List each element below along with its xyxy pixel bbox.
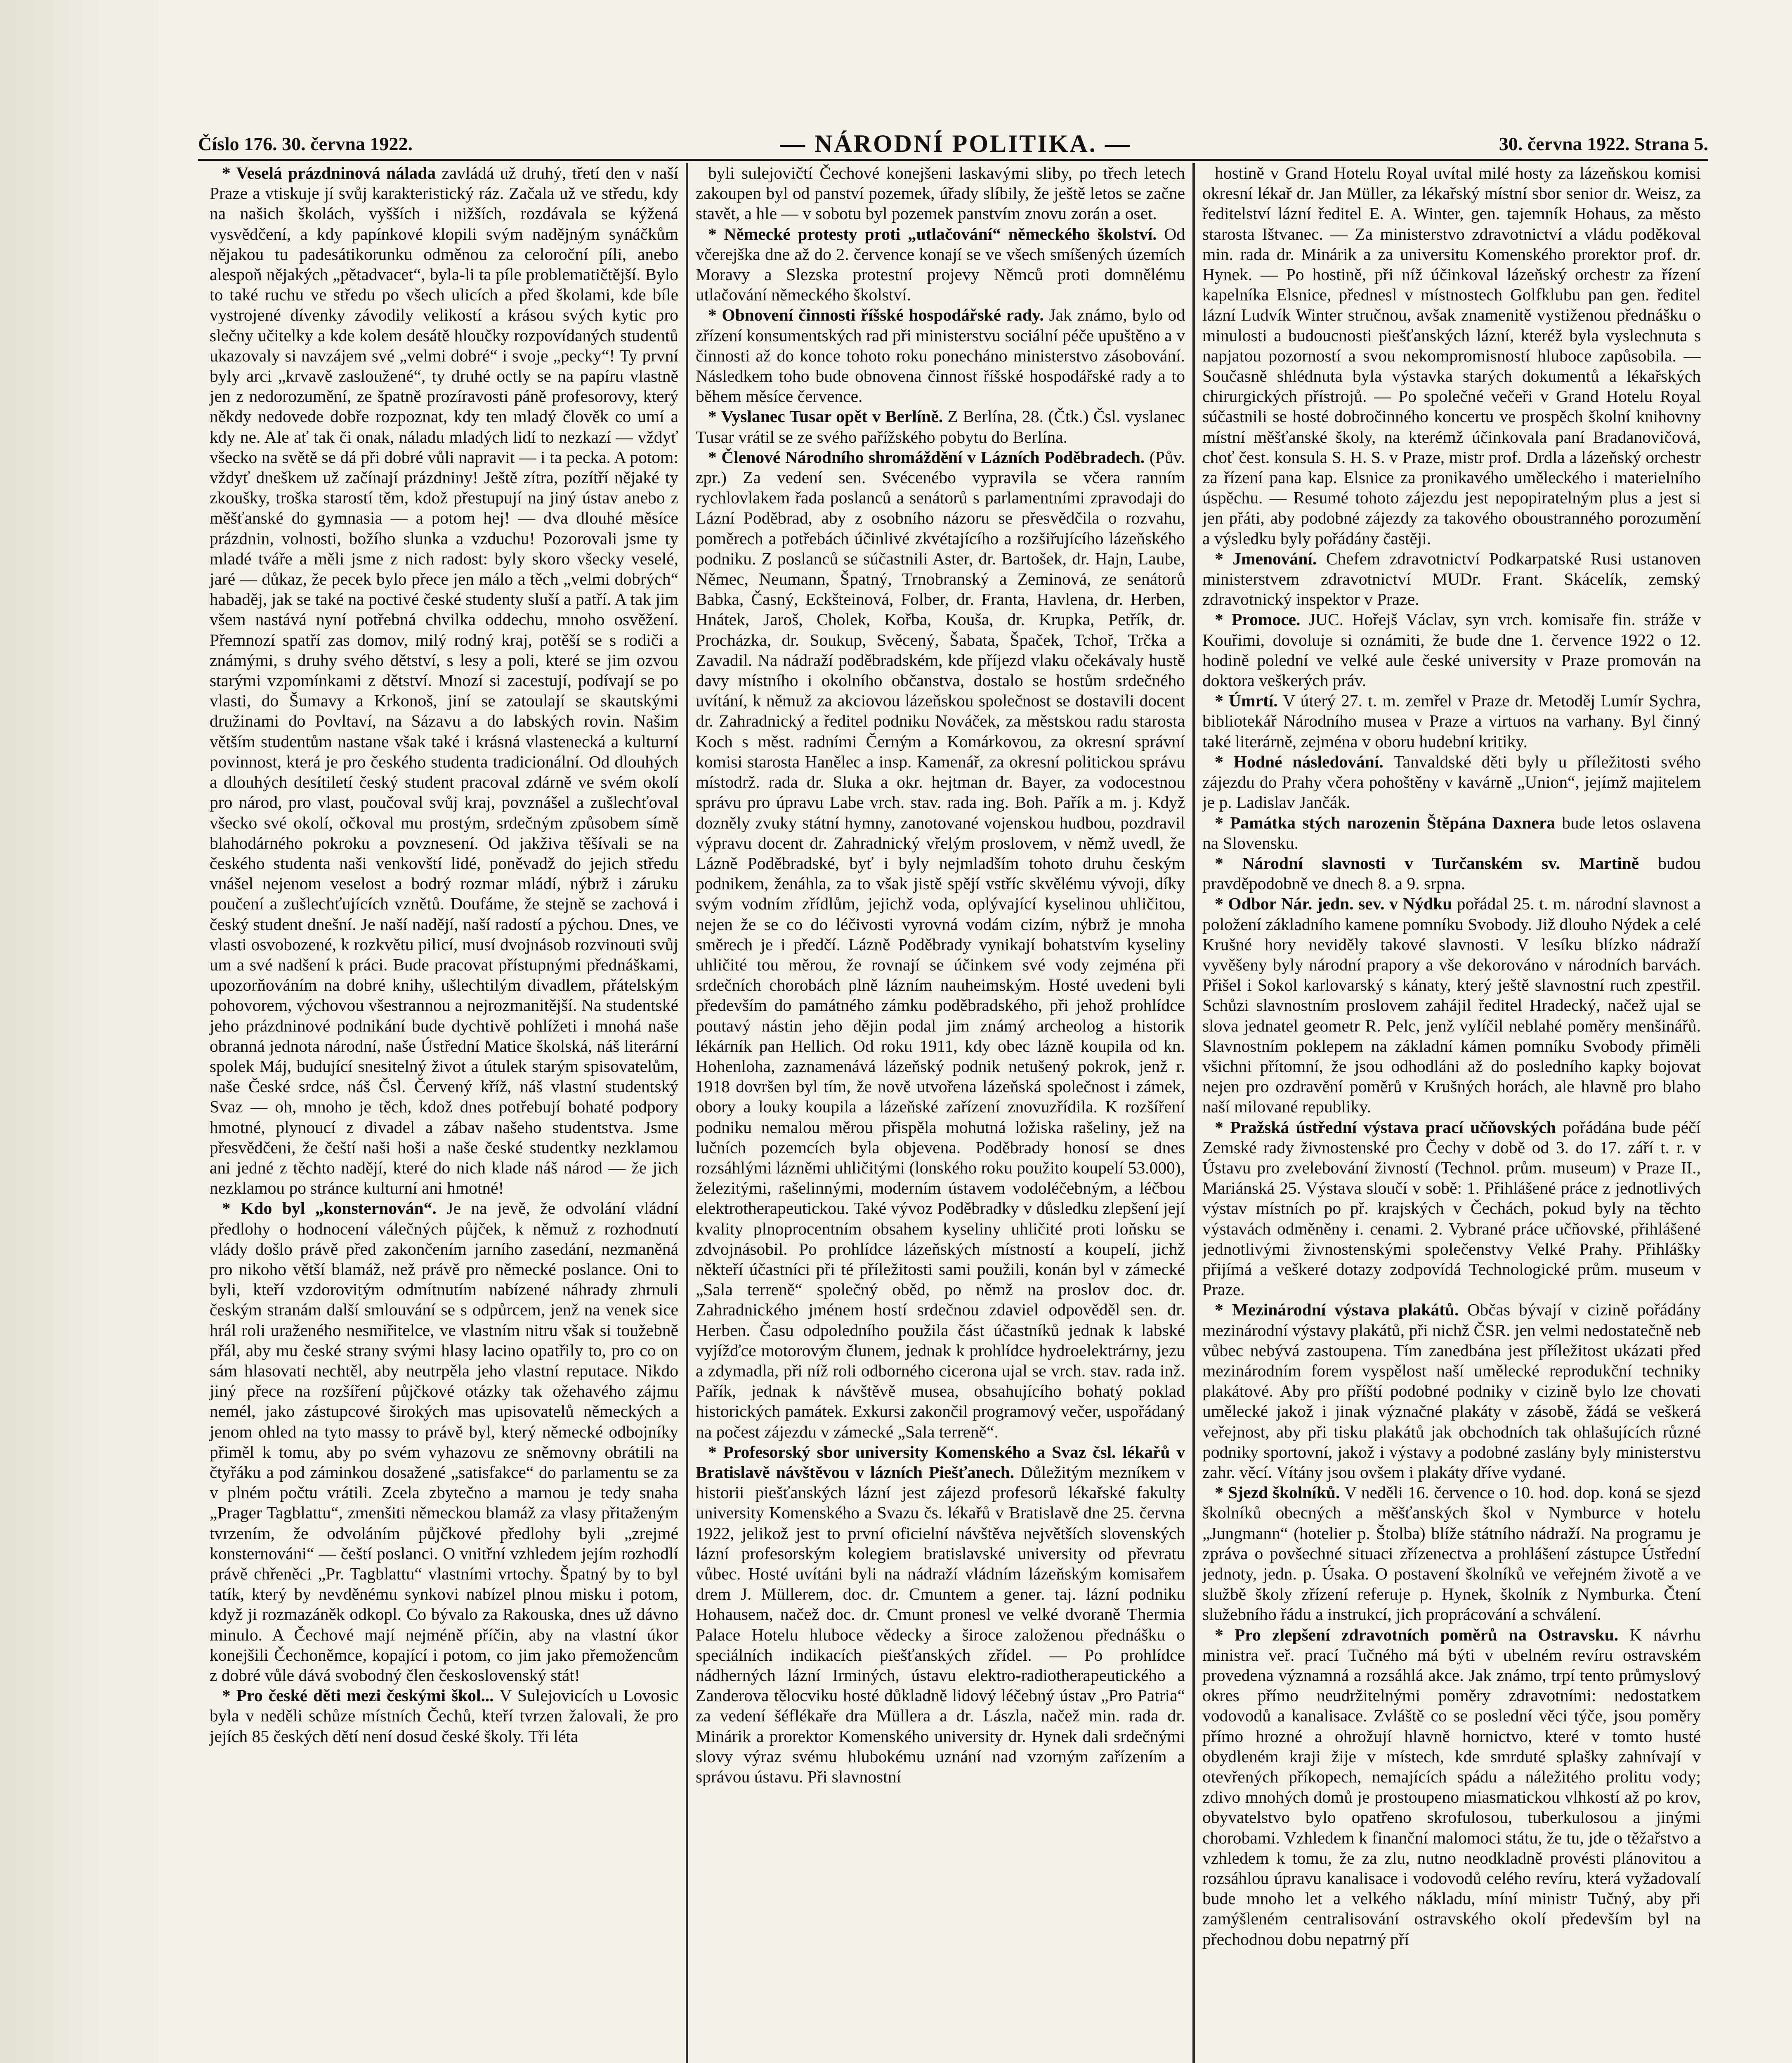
article-text: Tanvaldské děti byly u příležitosti svého zájezdu do Prahy včera pohoštěny v kavárně „Union“, jejímž majitelem je p. Ladislav Jančák. (1202, 752, 1701, 812)
article-heading: * Památka stých narozenin Štěpána Daxnera (1215, 813, 1556, 832)
article-text: V neděli 16. července o 10. hod. dop. koná se sjezd školníků obecných a měšťanských škol v Nymburce v hotelu „Jungmann“ (hotelier p. Štolba) blíže státního nádraží. Na programu je zpráva o povšechné situaci zřízenectva a prohlášení zástupce Ústřední jednoty, jedn. p. Úsaka. O postavení školníků ve veřejném životě a ve službě školy zřízení referuje p. Hynek, školník z Nymburka. Čtení služebního řádu a instrukcí, jich proprácování a schválení. (1202, 1483, 1701, 1624)
article-heading: * Obnovení činnosti říšské hospodářské rady. (708, 305, 1044, 325)
article-paragraph (1202, 691, 1701, 752)
article-text: byli sulejovičtí Čechové konejšeni laskavými sliby, po třech letech zakoupen byl od panství pozemek, úřady slíbily, že ještě letos se začne stavět, a hle — v sobotu byl pozemek panstvím znovu zorán a oset. (696, 163, 1185, 223)
article-text: bude letos oslavena na Slovensku. (1202, 813, 1701, 852)
article-text: pořádal 25. t. m. národní slavnost a položení základního kamene pomníku Svobody. Již dlouho Nýdek a celé Krušné hory neviděly takové slavnosti. V lesíku blízko nádraží vyvěšeny byly národní prapory a vše dekorováno v národních barvách. Přišel i Sokol karlovarský s kánaty, který ještě slavnostní ruch zpestřil. Schůzi slavnostním proslovem zahájil ředitel Hradecký, načež ujal se slova jednatel geometr R. Pelc, jenž vylíčil neblahé poměry menšinářů. Slavnostním poklepem na základní kámen pomníku Svobody přiměli všichni přítomní, že jsou odhodláni až do posledního kapky bojovat nejen pro ozdravění poměrů v Krušných horách, ale hlavně pro blaho naší milované republiky. (1202, 894, 1701, 1116)
article-text: Je na jevě, že odvolání vládní předlohy o hodnocení válečných půjček, k němuž z rozhodnutí vlády došlo právě před zakončením jarního zasedání, nezmaněná pro nikoho větší blamáž, než právě pro německé poslance. Oni to byli, kteří vzdorovitým odmítnutím nabízené náhrady zhrnuli českým stranám další smlouvání se s odpůrcem, jenž na venek sice hrál roli uraženého nesmiřitelce, ve vlastním nitru však si toužebně přál, aby mu české strany svými hlasy lacino opatřily to, pro co on sám hlasovati nechtěl, aby neutrpěla jeho vlastní reputace. Nikdo jiný přece na rozšíření půjčkové otázky tak ožehavého zájmu nemél, jako zástupcové širokých mas upisovatelů německých a jenom ohled na tyto massy to právě byl, který německé odbojníky přiměl k tomu, aby po svém vyhazovu ze sněmovny obrátili na čtyřáku a pod záminkou dosažené „satisfakce“ do parlamentu se za v plném počtu vrátili. Zcela zbytečno a marnou je tedy snaha „Prager Tagblattu“, zmenšiti německou blamáž za vlasy přitaženým tvrzením, že odvoláním půjčkové předlohy byli „zrejmé konsternováni“ — čeští poslanci. O vnitřní vzhledem jejím rozhodlí právě chřeněci „Pr. Tagblattu“ vlastními vrtochy. Špatný by to byl tatík, který by nevděnému synkovi nabízel plnou misku i potom, když ji rozmazáněk odkopl. Co bývalo za Rakouska, dnes už dávno minulo. A Čechové mají nejméně příčin, aby na vlastní úkor konejšili Čechoněmce, kopající i potom, co jim jako přemožencům z dobré vůle dává svobodný člen československý stát! (210, 1199, 678, 1685)
article-text: Chefem zdravotnictví Podkarpatské Rusi ustanoven ministerstvem zdravotnictví MUDr. Frant. Skácelík, zemský zdravotnický inspektor v Praze. (1202, 549, 1701, 609)
article-heading: * Mezinárodní výstava plakátů. (1215, 1300, 1459, 1319)
article-text: budou pravděpodobně ve dnech 8. a 9. srpna. (1202, 853, 1701, 893)
article-text: Jak známo, bylo od zřízení konsumentských rad při ministerstvu sociální péče upuštěno a v činnosti až do konce tohoto roku ponecháno ministerstvo zásobování. Následkem toho bude obnovena činnost říšské hospodářské rady a to během měsíce července. (696, 305, 1185, 406)
article-text: zavládá už druhý, třetí den v naší Praze a vtiskuje jí svůj karakteristický ráz. Začala už ve středu, kdy na našich školách, vyšších i nižších, rozdávala se kýžená vysvědčení, a kdy papínkové klopili svým nadějným synáčkům nějakou tu padesátikorunku odměnou za celoroční píli, anebo alespoň nějakých „pětadvacet“, byla-li ta píle problematičtější. Bylo to také ruchu ve středu po všech ulicích a před školami, kde bíle vystrojené dívenky závodily velikostí a krásou svých kytic pro slečny učitelky a kde kolem desátě hloučky rozpovídaných studentů ukazovaly si navzájem své „velmi dobré“ i svoje „pecky“! Ty první byly arci „krvavě zasloužené“, ty druhé octly se na papíru vlastně jen z nedorozumění, ze špatně prozíravosti páně profesorovy, který někdy nedovede dobře rozpoznat, kdy ten mladý člověk co umí a kdy ne. Ale ať tak či onak, náladu mladých lidí to nezkazí — vždyť všecko na světě se dá při dobré vůli napravit — i ta pecka. A potom: vždyť dneškem už začínají prázdniny! Ještě zítra, pozítří nějaké ty zkoušky, troška starostí těm, kdož přestupují na jiný ústav anebo z měšťanské do gymnasia — a potom hej! — dva dlouhé měsíce prázdnin, volnosti, božího slunka a vzduchu! Pozorovali jsme ty mladé tváře a měli jsme z nich radost: byly skoro všecky veselé, jaré — důkaz, že pecek bylo přece jen málo a těch „velmi dobrých“ habaděj, jak se také na poctivé české studenty sluší a patří. A tak jim všem nastává nyní potřebná chvilka oddechu, mnoho osvěžení. Přemnozí spatří zas domov, milý rodný kraj, potěší se s rodiči a známými, s druhy svého dětství, s lesy a poli, které se jim ozvou starými vzpomínkami z dětství. Mnozí si zacestují, podívají se po vlasti, do Šumavy a Krkonoš, jiní se zatoulají se skautskými družinami do Povltaví, na Sázavu a do labských rovin. Našim větším studentům nastane však také i krásná vlastenecká a kulturní povinnost, která je pro českého studenta tradicionální. Od dlouhých a dlouhých desítiletí český student pracoval zdárně ve svém okolí pro národ, pro vlast, poučoval svůj kraj, povznášel a zušlechťoval všecko své okolí, očkoval mu prostým, srdečným způsobem símě blahodárného pokroku a povznesení. Od jakživa těšívali se na českého studenta naši venkovští lidé, poněvadž do jejich středu vnášel nejenom veselost a bodrý rozmar mládí, nýbrž i záruku poučení a zušlechťujících vznětů. Doufáme, že stejně se zachová i český student dnešní. Je naší nadějí, naší radostí a pýchou. Dnes, ve vlasti osvobozené, k rozkvětu pilicí, musí dvojnásob rozvinouti svůj um a své nadšení k práci. Bude pracovat přístupnými přednáškami, upozorňováním na dobré knihy, ušlechtilým divadlem, přátelským pohovorem, výchovou všestrannou a nejrozmanitější. Na studentské jeho prázdninové podnikání bude dychtivě pohlížeti i mnohá naše obranná jednota národní, naše Ústřední Matice školská, náš literární spolek Máj, budující snesitelný život a útulek starým spisovatelům, naše České srdce, náš Čsl. Červený kříž, náš vlastní studentský Svaz — oh, mnoho je těch, kdož dnes potřebují bohaté podpory hmotné, plynoucí z divadel a zábav našeho studentstva. Jsme přesvědčeni, že čeští naši hoši a naše české studentky nezklamou ani jedné z těchto nadějí, které do nich klade náš národ — že jich nezklamou po stránce kulturní ani hmotné! (210, 163, 678, 1198)
article-paragraph (1202, 1625, 1701, 1950)
column-2 (688, 163, 1192, 2063)
article-heading: * Německé protesty proti „utlačování“ německého školství. (708, 224, 1157, 243)
article-heading: * Úmrtí. (1215, 691, 1278, 710)
article-text: Od včerejška dne až do 2. července konají se ve všech smíšených územích Moravy a Slezska protestní projevy Němců proti domnělému utlačování německého školství. (696, 224, 1185, 304)
header-masthead: — NÁRODNÍ POLITIKA. — (780, 130, 1131, 157)
header-issue: Číslo 176. 30. června 1922. (198, 133, 413, 154)
article-heading: * Profesorský sbor university Komenského a Svaz čsl. lékařů v Bratislavě návštěvou v lázních Piešťanech. (696, 1442, 1185, 1482)
article-heading: * Pražská ústřední výstava prací učňovských (1215, 1117, 1556, 1137)
article-text: JUC. Hořejš Václav, syn vrch. komisaře fin. stráže v Kouřimi, dovoluje si oznámiti, že bude dne 1. července 1922 o 12. hodině polední ve velké aule české university v Praze promován na doktora veškerých práv. (1202, 610, 1701, 690)
article-heading: * Veselá prázdninová nálada (222, 163, 436, 182)
article-paragraph (210, 1685, 678, 1747)
article-heading: * Pro zlepšení zdravotních poměrů na Ostravsku. (1215, 1625, 1619, 1644)
article-paragraph (696, 1442, 1185, 1787)
column-1 (202, 163, 686, 2063)
article-paragraph (1202, 813, 1701, 853)
article-heading: * Jmenování. (1215, 549, 1317, 568)
article-heading: * Členové Národního shromáždění v Lázních Poděbradech. (708, 447, 1145, 467)
article-paragraph (210, 163, 678, 1198)
article-paragraph (1202, 1482, 1701, 1624)
columns (202, 163, 1708, 2063)
header-rule (198, 159, 1708, 161)
article-paragraph (1202, 1117, 1701, 1300)
article-text: (Pův. zpr.) Za vedení sen. Svécenébo vypravila se včera ranním rychlovlakem řada poslanců a senátorů s parlamentními zpravodaji do Lázní Poděbrad, aby z osobního názoru se přesvědčila o rozvahu, poměrech a potřebách účinlivé zkvétajícího a rozšiřujícího lázeňského podniku. Z poslanců se súčastnili Aster, dr. Bartošek, dr. Hajn, Laube, Němec, Neumann, Špatný, Trnobranský a Zeminová, ze senátorů Babka, Časný, Eckšteinová, Folber, dr. Franta, Havlena, dr. Herben, Hnátek, Jaroš, Cholek, Kořba, Kouša, dr. Krupka, Petřík, dr. Procházka, dr. Soukup, Svěcený, Šabata, Špaček, Tchoř, Trčka a Zavadil. Na nádraží poděbradském, kde příjezd vlaku očekávaly hustě davy místního i okolního občanstva, dostalo se hostům srdečného uvítání, k němuž za akciovou lázeňskou společnost se dostavili docent dr. Zahradnický a ředitel podniku Nováček, za městskou radu starosta Koch s měst. radními Černým a Komárkovou, za okresní správní komisi starosta Hanělec a insp. Kamenář, za okresní politickou správu místodrž. rada dr. Sluka a okr. hejtman dr. Bayer, za vodocestnou správu pro úpravu Labe vrch. stav. rada ing. Boh. Pařík a m. j. Když dozněly zvuky státní hymny, zanotované vojenskou hudbou, pozdravil výpravu docent dr. Zahradnický vřelým proslovem, v němž uvedl, že Lázně Poděbradské, byť i byly nejmladším tohoto druhu českým podnikem, ženáhla, za to však jistě spějí vstříc skvělému vývoji, díky svým vodním zřídlům, jejichž voda, oplývající kyselinou uhličitou, nejen že se co do léčivosti vyrovná vodám cizím, nýbrž je mnoha směrech je i předčí. Lázně Poděbrady vynikají bohatstvím kyseliny uhličité tou měrou, že rovnají se účinkem své vody zejména při srdečních chorobách plně lázním nauheimským. Hosté uvedeni byli především do památného zámku poděbradského, při jehož prohlídce poutavý nástin jeho dějin podal jim známý archeolog a historik lékárník pan Hellich. Od roku 1911, kdy obec lázně koupila od kn. Hohenloha, zaznamenává lázeňský podnik netušený pokrok, jenž r. 1918 dovršen byl tím, že nově utvořena lázeňská společnost i zámek, obory a louky koupila a lázeňské zařízení znovuzřídila. K rozšíření podniku nemalou měrou přispěla mohutná ložiska rašeliny, jež na lučních pozemcích byla objevena. Poděbrady honosí se dnes rozsáhlými lázněmi uhličitými (lonského roku použito koupelí 53.000), železitými, rašelinnými, moderním ústavem vodoléčebným, a léčbou elektrotherapeutickou. Také vývoz Poděbradky v důsledku zlepšení její kvality plnoprocentním obsahem kyseliny uhličité proti loňsku se zdvojnásobil. Po prohlídce lázeňských místností a koupelí, jichž někteří účastníci při té příležitosti sami použili, konán byl v zámecké „Sala terreně“ společný oběd, po němž na proslov doc. dr. Zahradnického jménem hostí srdečnou zdaviel odpověděl sen. dr. Herben. Času odpoledního použila část účastníků jednak k labské vyjížďce motorovým člunem, jednak k prohlídce hydroelektrárny, jezu a zdymadla, při níž roli odborného cicerona ujal se vrch. stav. rada inž. Pařík, jednak k návštěvě musea, obsahujícího bohatý poklad historických památek. Exkursi zakončil programový večer, uspořádaný na počest zájezdu v zámecké „Sala terreně“. (696, 447, 1185, 1441)
article-text: V úterý 27. t. m. zemřel v Praze dr. Metoděj Lumír Sychra, bibliotekář Národního musea v Praze a virtuos na varhany. Byl činný také literárně, zejména v oboru hudební kritiky. (1202, 691, 1701, 751)
article-heading: * Kdo byl „konsternován“. (222, 1199, 437, 1218)
article-paragraph (1202, 609, 1701, 691)
article-paragraph (1202, 752, 1701, 813)
article-text: K návrhu ministra veř. prací Tučného má býti v ubelném revíru ostravském provedena významná a rozsáhlá akce. Jak známo, trpí tento průmyslový okres přímo neudržitelnými poměry zdravotními: nedostatkem vodovodů a kanalisace. Zvláště co se poslední věci týče, jsou poměry přímo hrozné a ohrožují hlavně hornictvo, které v tomto husté obydleném kraji žije v místech, kde smrduté splašky zahnívají v otevřených příkopech, nemajících spádu a náležitého prolitu vody; zdivo mnohých domů je prostoupeno miasmatickou vlhkostí až po krov, obyvatelstvo bylo opatřeno skrofulosou, tuberkulosou a jinými chorobami. Vzhledem k finanční malomoci státu, že tu, jde o těžařstvo a vzhledem k tomu, že za zlu, nutno neodkladně provésti plánovitou a rozsáhlou úpravu kanalisace i vodovodů celého revíru, která vyžadovalí bude mnoho let a velkého nákladu, míní ministr Tučný, aby při zamýšleném centralisování ostravského okolí především byl na přechodnou dobu nepatrný pří (1202, 1625, 1701, 1949)
article-paragraph (696, 163, 1185, 224)
article-heading: * Sjezd školníků. (1215, 1483, 1340, 1502)
header-date-page: 30. června 1922. Strana 5. (1499, 133, 1708, 154)
article-paragraph (696, 224, 1185, 305)
article-heading: * Pro české děti mezi českými škol... (222, 1686, 500, 1705)
article-paragraph (696, 447, 1185, 1442)
scan-shadow (0, 0, 173, 2063)
article-paragraph (696, 406, 1185, 447)
article-paragraph (696, 305, 1185, 406)
article-text: V Sulejovicích u Lovosic byla v neděli schůze místních Čechů, kteří tvrzen žalovali, že pro jejích 85 českých dětí není dosud české školy. Tři léta (210, 1686, 678, 1746)
article-paragraph (1202, 163, 1701, 549)
column-3 (1195, 163, 1708, 2063)
article-text: pořádána bude péčí Zemské rady živnostenské pro Čechy v době od 3. do 17. září t. r. v Ústavu pro zvelebování živností (Technol. prům. museum) v Praze II., Mariánská 25. Výstava sloučí v sobě: 1. Přihlášené práce z jednotlivých výstav místních po př. krajských v Čechách, pokud byly na těchto výstavách odměněny i. cenami. 2. Vybrané práce učňovské, přihlášené jednotlivými živnostenskými společenstvy Velké Prahy. Přihlášky přijímá a veškeré dotazy zodpovídá Technologické prům. museum v Praze. (1202, 1117, 1701, 1299)
article-paragraph (210, 1198, 678, 1685)
article-heading: * Promoce. (1215, 610, 1301, 629)
article-paragraph (1202, 894, 1701, 1117)
article-heading: * Hodné následování. (1215, 752, 1384, 771)
article-text: Důležitým mezníkem v historii piešťanských lázní jest zájezd profesorů lékařské fakulty university Komenského a Svazu čs. lékařů v Bratislavě dne 25. června 1922, jelikož jest to první oficielní návštěva největších slovenských lázní profesorským kolegiem bratislavské university od převratu vůbec. Hosté uvítáni byli na nádraží vládním lázeňským komisařem drem J. Müllerem, doc. dr. Cmuntem a gener. taj. lázní podniku Hohausem, načež doc. dr. Cmunt pronesl ve velké dvoraně Thermia Palace Hotelu hluboce vědecky a široce založenou přednášku o speciálních indikacích piešťanských zřídel. — Po prohlídce nádherných lázní Irminých, ústavu elektro-radiotherapeutického a Zanderova tělocviku hosté důkladně lidový léčebný ústav „Pro Patria“ za vedení šéflékaře dra Müllera a dr. Lászla, načež min. rada dr. Minárik a prorektor Komenského university dr. Hynek dali srdečnými slovy výraz svému hlubokému uznání nad vzorným zařízením a správou ústavu. Při slavnostní (696, 1463, 1185, 1787)
page-header (198, 131, 1708, 156)
article-paragraph (1202, 1300, 1701, 1482)
article-heading: * Odbor Nár. jedn. sev. v Nýdku (1215, 894, 1452, 913)
article-paragraph (1202, 549, 1701, 610)
article-heading: * Vyslanec Tusar opět v Berlíně. (708, 407, 943, 426)
article-heading: * Národní slavnosti v Turčanském sv. Martině (1215, 853, 1639, 873)
article-paragraph (1202, 853, 1701, 894)
article-text: Z Berlína, 28. (Čtk.) Čsl. vyslanec Tusar vrátil se ze svého pařížského pobytu do Berlína. (696, 407, 1185, 446)
article-text: Občas bývají v cizině pořádány mezinárodní výstavy plakátů, při nichž ČSR. jen velmi nedostatečně neb vůbec nebývá zastoupena. Tím zanedbána jest příležitost ukázati před mezinárodním forem vyspělost naší umělecké reprodukční techniky plakátové. Aby pro příští podobné podniky v cizině bylo lze chovati umělecké jakož i jinak význačné plakáty v zásobě, žádá se veškerá veřejnost, aby při tisku plakátů jak obchodních tak ohlašujících různé podniky sportovní, jakož i výstavy a podobné zaslány byly ministerstvu zahr. věcí. Vítány jsou ovšem i plakáty dříve vydané. (1202, 1300, 1701, 1482)
article-text: hostině v Grand Hotelu Royal uvítal milé hosty za lázeňskou komisi okresní lékař dr. Jan Müller, za lékařský místní sbor senior dr. Weisz, za ředitelství lázní ředitel E. A. Winter, gen. tajemník Hohaus, za město starosta Ištvanec. — Za ministerstvo zdravotnictví a vládu poděkoval min. rada dr. Minárik a za universitu Komenského prorektor prof. dr. Hynek. — Po hostině, při níž účinkoval lázeňský orchestr za řízení kapelníka Elsnice, přednesl v místnostech Golfklubu pan gen. ředitel lázní Ludvík Winter stručnou, avšak znamenitě vystiženou přednášku o minulosti a budoucnosti piešťanských lázní, kteréž byla vyslechnuta s napjatou pozorností a svou nekompromisností hluboce zapůsobila. — Současně shlédnuta byla výstavka starých dokumentů a lékařských chirurgických přístrojů. — Po společné večeři v Grand Hotelu Royal súčastnili se hosté dobročinného koncertu ve prospěch školní knihovny místní měšťanské školy, na kterémž účinkovala paní Bradanovičová, choť čest. konsula S. H. S. v Praze, mistr prof. Drdla a lázeňský orchestr za řízení pana kap. Elsnice za pronikavého uměleckého i materielního úspěchu. — Resumé tohoto zájezdu jest nepopiratelným plus a jest si jen přáti, aby podobné zájezdy za takového oboustranného porozumění a výsledku byly pořádány častěji. (1202, 163, 1701, 548)
